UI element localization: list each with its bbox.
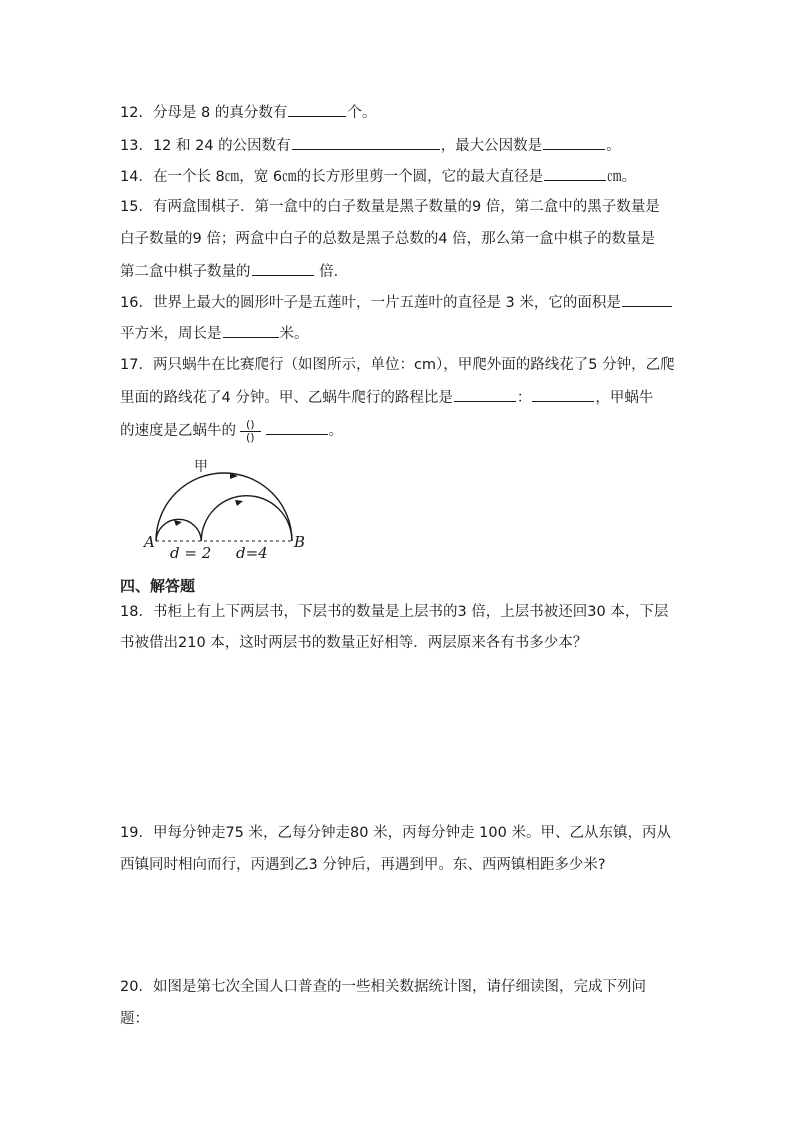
q17-fraction[interactable] [240,419,261,444]
q13-blank-gcd[interactable] [543,134,605,150]
q13-text: 13．12 和 24 的公因数有 [120,138,291,154]
q17-blank-speed[interactable] [266,419,328,435]
question-19-line-2: 西镇同时相向而行，丙遇到乙3 分钟后，再遇到甲。东、西两镇相距多少米? [120,857,606,873]
q17-text-3: 的速度是乙蜗牛的 [120,423,236,439]
question-12 [120,101,680,123]
q12-answer-blank[interactable] [288,101,346,117]
q13-text-end: 。 [606,138,621,154]
label-a: A [144,533,155,551]
small-arrow-icon [174,520,182,526]
snail-path-figure [140,455,320,565]
q13-blank-common-factors[interactable] [292,134,440,150]
outer-semicircle-path [156,473,292,541]
q16-blank-circumference[interactable] [223,322,279,338]
q17-text-mid: ，甲蜗牛 [595,390,654,406]
question-13 [120,134,680,156]
question-17-line-1: 17．两只蜗牛在比赛爬行（如图所示，单位：cm），甲爬外面的路线花了5 分钟，乙爬 [120,357,675,373]
medium-arrow-icon [235,500,243,506]
question-18-line-2: 书被借出210 本，这时两层书的数量正好相等．两层原来各有书多少本？ [120,635,588,651]
q17-text-end: 。 [328,423,344,439]
q15-text: 第二盒中棋子数量的 [120,264,251,280]
fraction-denominator: () [246,430,255,444]
label-d-4: d=4 [236,544,268,562]
question-20-line-1: 20．如图是第七次全国人口普查的一些相关数据统计图，请仔细读图，完成下列问 [120,979,646,995]
section-title: 四、解答题 [120,577,196,595]
q17-text: 里面的路线花了4 分钟。甲、乙蜗牛爬行的路程比是 [120,390,453,406]
q15-answer-blank[interactable] [252,260,314,276]
label-b: B [294,533,306,551]
fraction-numerator: () [240,419,261,432]
q17-blank-ratio-right[interactable] [532,386,594,402]
question-20-line-2: 题： [120,1011,149,1027]
question-18-line-1: 18．书柜上有上下两层书，下层书的数量是上层书的3 倍，上层书被还回30 本，下层 [120,604,669,620]
q16-blank-area[interactable] [622,291,672,307]
q12-text: 12．分母是 8 的真分数有 [120,105,288,121]
q16-text-2: 平方米，周长是 [120,326,222,342]
q14-text-end: ㎝。 [607,169,637,185]
question-15-line-3 [120,260,680,282]
q14-answer-blank[interactable] [544,165,606,181]
q17-blank-ratio-left[interactable] [454,386,516,402]
question-15-line-2: 白子数量的9 倍；两盒中白子的总数是黑子总数的4 倍，那么第一盒中棋子的数量是 [120,231,656,247]
question-16-line-2 [120,322,680,344]
label-d-2: d = 2 [170,544,212,562]
q13-text-mid: ，最大公因数是 [440,138,543,154]
q17-colon: ： [516,390,532,406]
q15-text-end: 倍． [314,264,349,280]
question-14 [120,165,680,187]
question-17-line-3 [120,418,680,444]
question-15-line-1: 15．有两盒围棋子．第一盒中的白子数量是黑子数量的9 倍，第二盒中的黑子数量是 [120,199,660,215]
label-jia: 甲 [194,459,208,475]
question-19-line-1: 19．甲每分钟走75 米，乙每分钟走80 米，丙每分钟走 100 米。甲、乙从东镇，丙从 [120,825,671,841]
q16-text: 16．世界上最大的圆形叶子是五莲叶，一片五莲叶的直径是 3 米，它的面积是 [120,295,621,311]
q16-text-end: 米。 [279,326,309,342]
question-17-line-2 [120,386,680,408]
inner-large-semicircle-path [201,496,292,541]
q12-text-end: 个。 [347,105,377,121]
question-16-line-1 [120,291,680,313]
q14-text: 14．在一个长 8㎝，宽 6㎝的长方形里剪一个圆，它的最大直径是 [120,169,544,185]
